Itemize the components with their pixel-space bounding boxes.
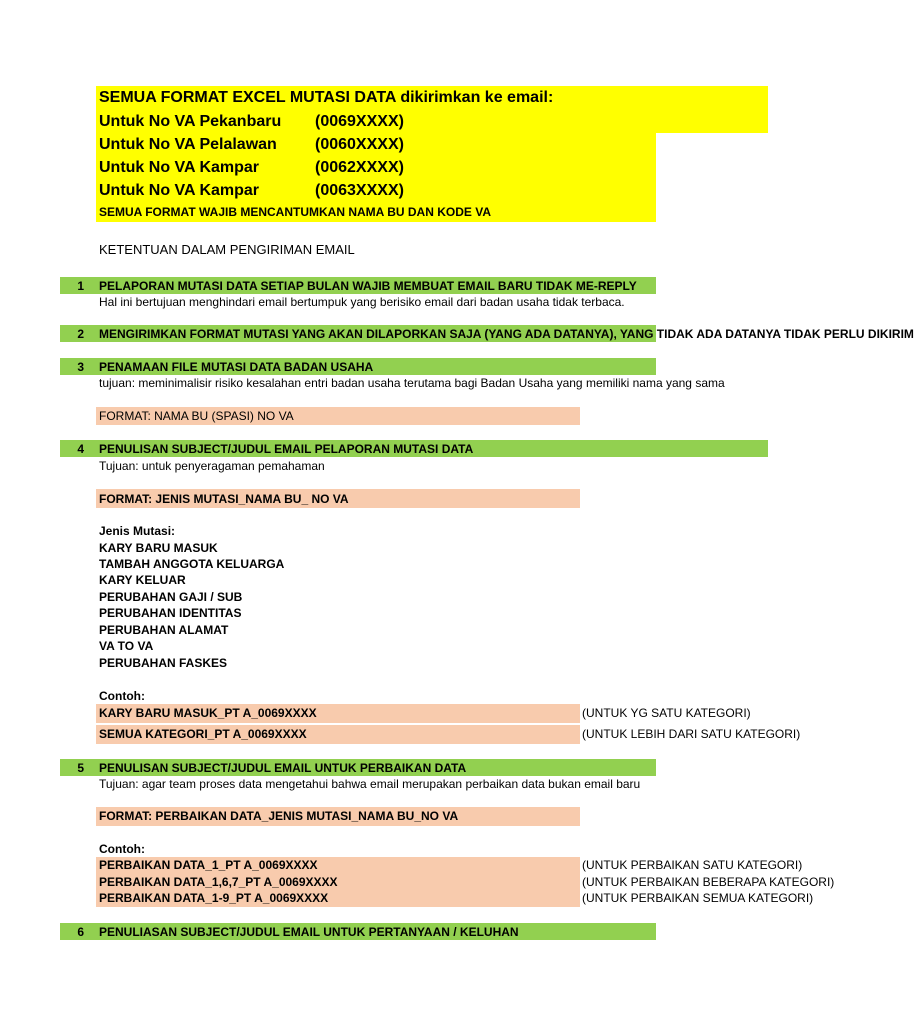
contoh-5-note-3: (UNTUK PERBAIKAN SEMUA KATEGORI)	[582, 891, 814, 905]
jenis-mutasi-item: PERUBAHAN GAJI / SUB	[99, 590, 243, 604]
jenis-mutasi-item: KARY KELUAR	[99, 573, 186, 587]
section-2-title: MENGIRIMKAN FORMAT MUTASI YANG AKAN DILAPORKAN SAJA (YANG ADA DATANYA), YANG TIDAK ADA DATANYA TIDAK PERLU DIKIRIM	[99, 327, 914, 341]
va-label-kampar-1: Untuk No VA Kampar	[99, 159, 260, 176]
contoh-5-note-1: (UNTUK PERBAIKAN SATU KATEGORI)	[582, 858, 803, 872]
section-3-title: PENAMAAN FILE MUTASI DATA BADAN USAHA	[99, 360, 374, 374]
jenis-mutasi-item: PERUBAHAN FASKES	[99, 656, 228, 670]
section-5-title: PENULISAN SUBJECT/JUDUL EMAIL UNTUK PERBAIKAN DATA	[99, 761, 467, 775]
contoh-5-note-2: (UNTUK PERBAIKAN BEBERAPA KATEGORI)	[582, 875, 835, 889]
section-1-desc: Hal ini bertujuan menghindari email bertumpuk yang berisiko email dari badan usaha tidak terbaca.	[99, 295, 625, 309]
va-label-pekanbaru: Untuk No VA Pekanbaru	[99, 113, 282, 130]
section-3-format: FORMAT: NAMA BU (SPASI) NO VA	[99, 409, 294, 423]
contoh-5-title: Contoh:	[99, 842, 145, 856]
va-label-kampar-2: Untuk No VA Kampar	[99, 182, 260, 199]
section-6-title: PENULIASAN SUBJECT/JUDUL EMAIL UNTUK PERTANYAAN / KELUHAN	[99, 925, 519, 939]
header-line-1: SEMUA FORMAT EXCEL MUTASI DATA dikirimkan ke email:	[99, 89, 554, 106]
section-3-desc: tujuan: meminimalisir risiko kesalahan entri badan usaha terutama bagi Badan Usaha yang memiliki nama yang sama	[99, 376, 725, 390]
section-3-number: 3	[77, 360, 84, 374]
ketentuan-title: KETENTUAN DALAM PENGIRIMAN EMAIL	[99, 242, 355, 257]
jenis-mutasi-item: PERUBAHAN IDENTITAS	[99, 606, 242, 620]
jenis-mutasi-item: KARY BARU MASUK	[99, 541, 218, 555]
jenis-mutasi-item: PERUBAHAN ALAMAT	[99, 623, 229, 637]
contoh-4-note-1: (UNTUK YG SATU KATEGORI)	[582, 706, 751, 720]
jenis-mutasi-title: Jenis Mutasi:	[99, 524, 176, 538]
section-4-number: 4	[77, 442, 84, 456]
contoh-4-title: Contoh:	[99, 689, 145, 703]
section-4-desc: Tujuan: untuk penyeragaman pemahaman	[99, 459, 325, 473]
contoh-4-note-2: (UNTUK LEBIH DARI SATU KATEGORI)	[582, 727, 801, 741]
jenis-mutasi-item: TAMBAH ANGGOTA KELUARGA	[99, 557, 285, 571]
va-code-pelalawan: (0060XXXX)	[315, 136, 404, 153]
va-code-pekanbaru: (0069XXXX)	[315, 113, 404, 130]
contoh-4-row-1: KARY BARU MASUK_PT A_0069XXXX	[99, 706, 317, 720]
section-5-desc: Tujuan: agar team proses data mengetahui bahwa email merupakan perbaikan data bukan email baru	[99, 777, 641, 791]
contoh-4-row-2: SEMUA KATEGORI_PT A_0069XXXX	[99, 727, 307, 741]
va-code-kampar-2: (0063XXXX)	[315, 182, 404, 199]
contoh-5-row-2: PERBAIKAN DATA_1,6,7_PT A_0069XXXX	[99, 875, 338, 889]
section-6-number: 6	[77, 925, 84, 939]
section-5-number: 5	[77, 761, 84, 775]
section-4-format: FORMAT: JENIS MUTASI_NAMA BU_ NO VA	[99, 492, 349, 506]
header-note: SEMUA FORMAT WAJIB MENCANTUMKAN NAMA BU DAN KODE VA	[99, 205, 491, 219]
va-label-pelalawan: Untuk No VA Pelalawan	[99, 136, 277, 153]
contoh-5-row-3: PERBAIKAN DATA_1-9_PT A_0069XXXX	[99, 891, 329, 905]
section-4-title: PENULISAN SUBJECT/JUDUL EMAIL PELAPORAN MUTASI DATA	[99, 442, 474, 456]
contoh-5-row-1: PERBAIKAN DATA_1_PT A_0069XXXX	[99, 858, 318, 872]
va-code-kampar-1: (0062XXXX)	[315, 159, 404, 176]
section-2-number: 2	[77, 327, 84, 341]
jenis-mutasi-item: VA TO VA	[99, 639, 154, 653]
section-1-title: PELAPORAN MUTASI DATA SETIAP BULAN WAJIB MEMBUAT EMAIL BARU TIDAK ME-REPLY	[99, 279, 637, 293]
section-5-format: FORMAT: PERBAIKAN DATA_JENIS MUTASI_NAMA BU_NO VA	[99, 809, 459, 823]
section-1-number: 1	[77, 279, 84, 293]
